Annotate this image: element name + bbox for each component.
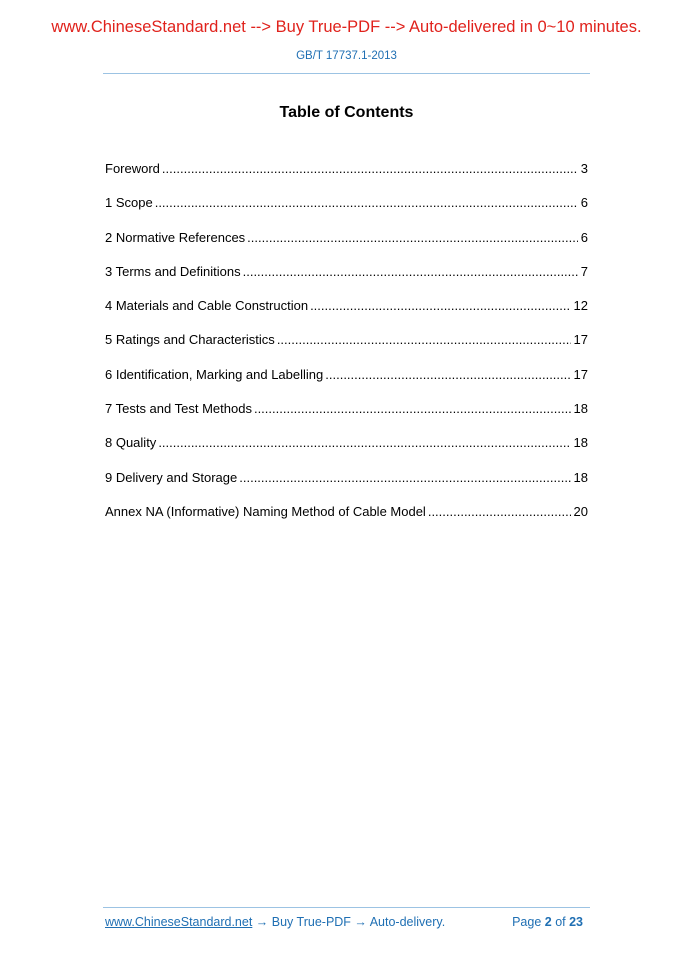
footer-site-link[interactable]: www.ChineseStandard.net [105, 915, 253, 929]
dot-leader [325, 367, 570, 382]
toc-entry-page: 18 [573, 469, 588, 485]
dot-leader [254, 401, 571, 416]
toc-title: Table of Contents [279, 104, 414, 121]
dot-leader [247, 230, 578, 245]
toc-entry-foreword[interactable] [105, 161, 588, 195]
page-current: 2 [544, 915, 552, 929]
toc-entry-label: 9 Delivery and Storage [105, 469, 238, 485]
toc-entry-label: 7 Tests and Test Methods [105, 401, 252, 417]
dot-leader [310, 298, 570, 313]
toc-entry-page: 20 [573, 503, 588, 519]
toc-entry-terms-definitions[interactable] [105, 264, 588, 298]
dot-leader [162, 161, 578, 176]
toc-entry-page: 18 [573, 401, 588, 417]
page-of: of [551, 915, 570, 929]
toc-entry-label: 2 Normative References [105, 229, 246, 245]
toc-entry-label: 8 Quality [105, 435, 157, 451]
dot-leader [239, 470, 570, 485]
toc-entry-scope[interactable] [105, 195, 588, 229]
toc-entry-label: 5 Ratings and Characteristics [105, 332, 275, 348]
footer-promo-text: → Buy True-PDF → Auto-delivery. [252, 915, 446, 929]
dot-leader [243, 264, 578, 279]
toc-entry-label: 4 Materials and Cable Construction [105, 298, 309, 314]
dot-leader [428, 504, 571, 519]
footer-promo [105, 915, 445, 929]
toc-entry-page: 17 [573, 366, 588, 382]
toc-entry-label: 3 Terms and Definitions [105, 263, 241, 279]
header-divider [103, 73, 590, 74]
table-of-contents [105, 161, 588, 538]
toc-entry-page: 7 [580, 263, 588, 279]
toc-entry-page: 3 [580, 161, 588, 176]
page-indicator [512, 915, 583, 929]
dot-leader [155, 195, 578, 210]
toc-entry-label: 1 Scope [105, 195, 153, 211]
toc-entry-tests-methods[interactable] [105, 401, 588, 435]
footer-divider [103, 907, 590, 908]
toc-entry-page: 6 [580, 229, 588, 245]
toc-entry-annex-na[interactable] [105, 504, 588, 538]
toc-entry-delivery-storage[interactable] [105, 470, 588, 504]
toc-entry-page: 12 [573, 298, 588, 314]
top-banner[interactable]: www.ChineseStandard.net --> Buy True-PDF --> Auto-delivered in 0~10 minutes. [51, 18, 642, 36]
toc-entry-page: 17 [573, 332, 588, 348]
dot-leader [158, 435, 570, 450]
toc-entry-ratings-characteristics[interactable] [105, 332, 588, 366]
standard-code: GB/T 17737.1-2013 [296, 50, 397, 62]
toc-entry-materials-construction[interactable] [105, 298, 588, 332]
page-total: 23 [569, 915, 583, 929]
toc-entry-quality[interactable] [105, 435, 588, 469]
dot-leader [277, 332, 571, 347]
toc-entry-page: 18 [573, 435, 588, 451]
toc-entry-label: Annex NA (Informative) Naming Method of Cable Model [105, 503, 426, 519]
toc-entry-label: 6 Identification, Marking and Labelling [105, 366, 324, 382]
page-prefix: Page [512, 915, 545, 929]
toc-entry-label: Foreword [105, 161, 160, 176]
toc-entry-normative-references[interactable] [105, 230, 588, 264]
toc-entry-page: 6 [580, 195, 588, 211]
toc-entry-identification-marking[interactable] [105, 367, 588, 401]
